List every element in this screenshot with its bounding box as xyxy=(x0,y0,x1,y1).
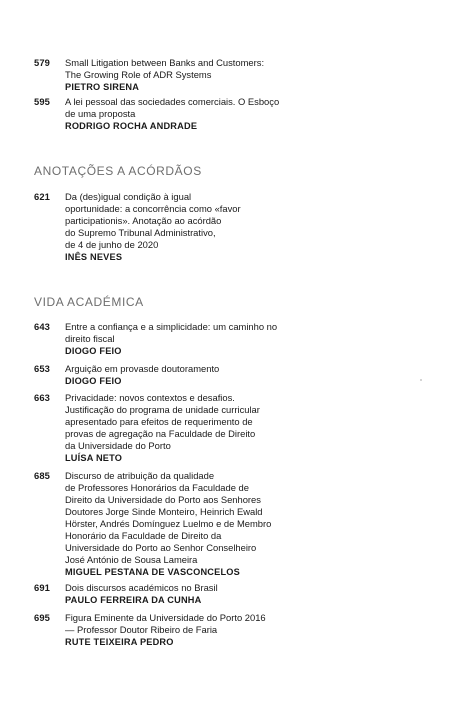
scan-speck xyxy=(420,379,422,381)
page-number: 691 xyxy=(34,582,50,593)
page-number: 695 xyxy=(34,612,50,623)
entry-title-line: de 4 de junho de 2020 xyxy=(65,239,159,250)
entry-author: LUÍSA NETO xyxy=(65,453,123,463)
page-number: 663 xyxy=(34,392,50,403)
entry-title-line: A lei pessoal das sociedades comerciais. O Esboço xyxy=(65,96,280,107)
entry-title-line: Justificação do programa de unidade curricular xyxy=(65,404,260,415)
page-number: 653 xyxy=(34,363,50,374)
entry-author: RODRIGO ROCHA ANDRADE xyxy=(65,121,198,131)
entry-title-line: — Professor Doutor Ribeiro de Faria xyxy=(65,624,218,635)
section-heading: VIDA ACADÉMICA xyxy=(34,295,144,309)
entry-title-line: José António de Sousa Lameira xyxy=(65,554,198,565)
entry-title-line: direito fiscal xyxy=(65,333,115,344)
entry-title-line: The Growing Role of ADR Systems xyxy=(65,69,212,80)
page-number: 579 xyxy=(34,57,50,68)
entry-author: DIOGO FEIO xyxy=(65,346,122,356)
page-number: 621 xyxy=(34,191,50,202)
entry-title-line: Small Litigation between Banks and Customers: xyxy=(65,57,265,68)
entry-title-line: de uma proposta xyxy=(65,108,136,119)
entry-title-line: de Professores Honorários da Faculdade de xyxy=(65,482,249,493)
entry-author: PIETRO SIRENA xyxy=(65,82,140,92)
entry-title-line: Dois discursos académicos no Brasil xyxy=(65,582,218,593)
entry-author: MIGUEL PESTANA DE VASCONCELOS xyxy=(65,567,240,577)
entry-title-line: Entre a confiança e a simplicidade: um caminho no xyxy=(65,321,278,332)
entry-title-line: Honorário da Faculdade de Direito da xyxy=(65,530,222,541)
entry-title-line: oportunidade: a concorrência como «favor xyxy=(65,203,241,214)
entry-author: DIOGO FEIO xyxy=(65,376,122,386)
entry-title-line: do Supremo Tribunal Administrativo, xyxy=(65,227,216,238)
entry-title-line: provas de agregação na Faculdade de Direito xyxy=(65,428,256,439)
entry-title-line: Direito da Universidade do Porto aos Senhores xyxy=(65,494,261,505)
entry-title-line: Da (des)igual condição à igual xyxy=(65,191,192,202)
entry-author: RUTE TEIXEIRA PEDRO xyxy=(65,637,174,647)
page-number: 595 xyxy=(34,96,50,107)
entry-title-line: participationis». Anotação ao acórdão xyxy=(65,215,222,226)
entry-title-line: Privacidade: novos contextos e desafios. xyxy=(65,392,235,403)
entry-title-line: Universidade do Porto ao Senhor Conselheiro xyxy=(65,542,257,553)
entry-author: PAULO FERREIRA DA CUNHA xyxy=(65,595,202,605)
entry-title-line: Hörster, Andrés Domínguez Luelmo e de Membro xyxy=(65,518,272,529)
section-heading: ANOTAÇÕES A ACÓRDÃOS xyxy=(34,164,202,178)
page-number: 643 xyxy=(34,321,50,332)
entry-title-line: Arguição em provasde doutoramento xyxy=(65,363,220,374)
entry-title-line: Figura Eminente da Universidade do Porto 2016 xyxy=(65,612,266,623)
entry-title-line: da Universidade do Porto xyxy=(65,440,171,451)
entry-title-line: Doutores Jorge Sinde Monteiro, Heinrich Ewald xyxy=(65,506,263,517)
entry-title-line: apresentado para efeitos de requerimento de xyxy=(65,416,253,427)
entry-title-line: Discurso de atribuição da qualidade xyxy=(65,470,215,481)
entry-author: INÊS NEVES xyxy=(65,252,123,262)
page-number: 685 xyxy=(34,470,50,481)
